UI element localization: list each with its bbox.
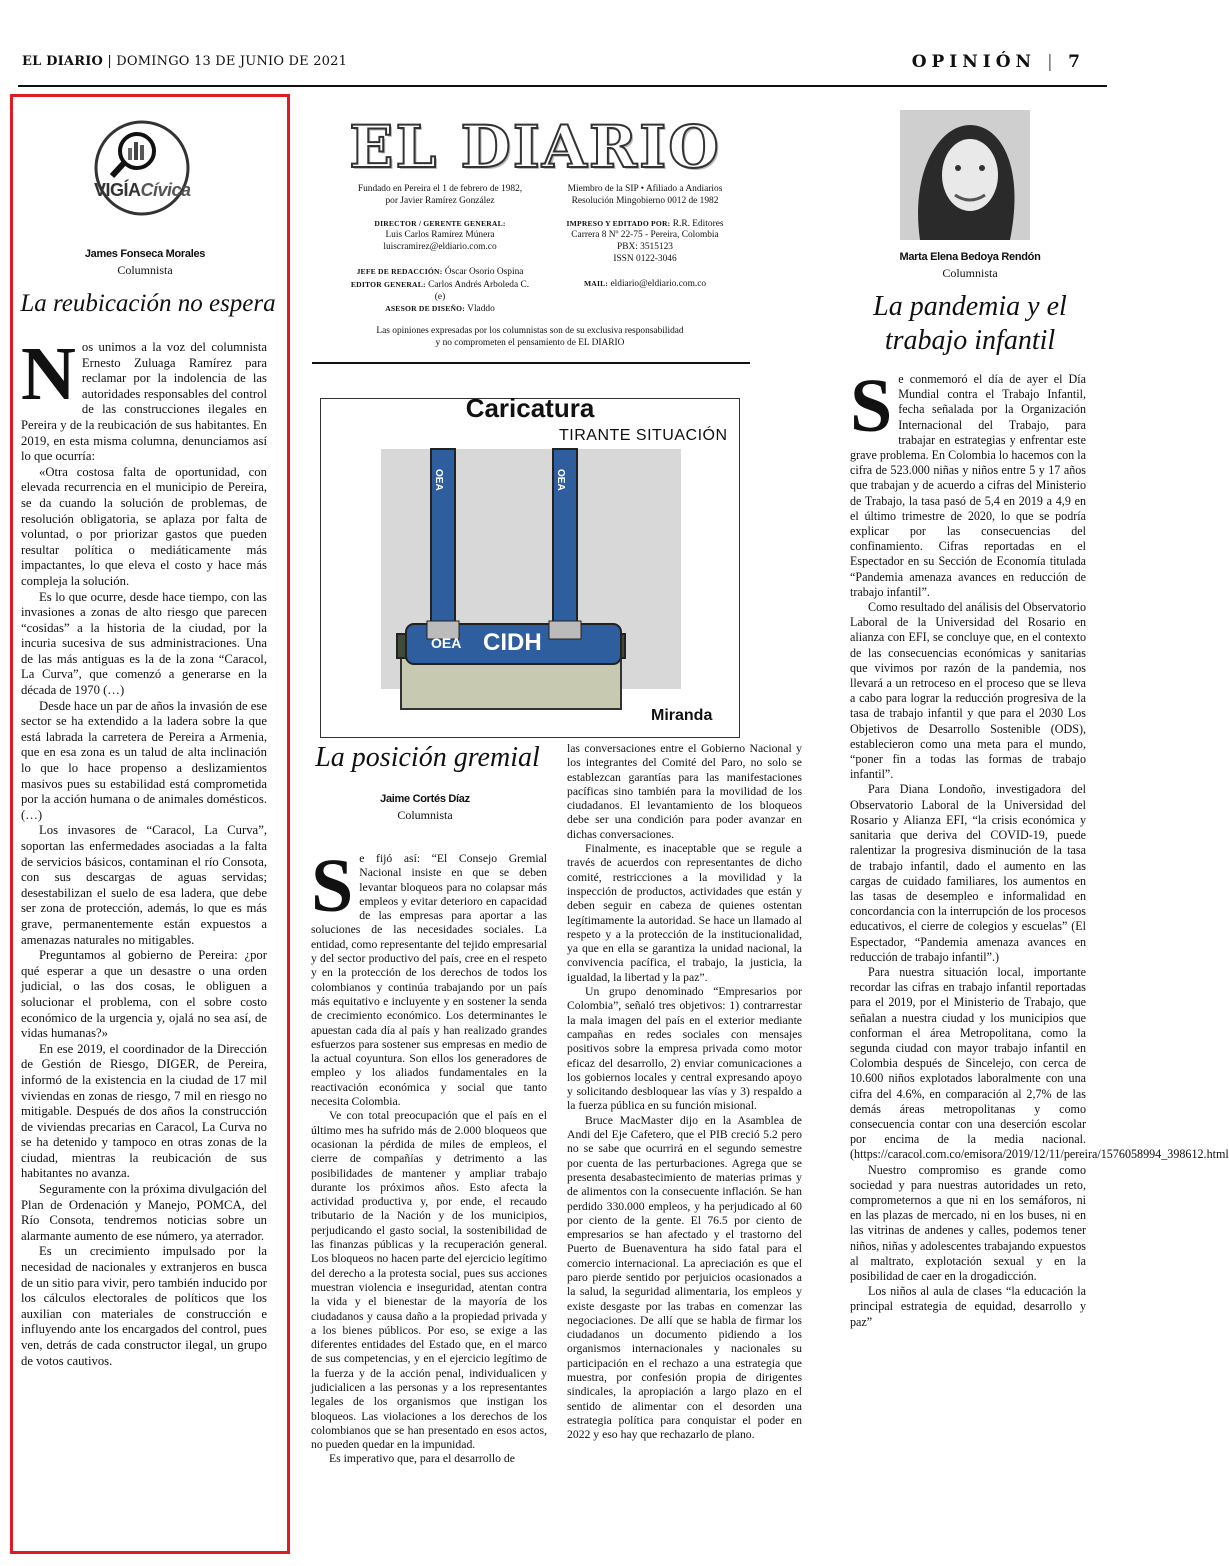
middle-paragraph: Ve con total preocupación que el país en el último mes ha sufrido más de 2.000 bloqueos que ocasionan la pérdida de miles de empleos, el cierre de compañías y detrimento a las posibilidades de mantener y ampliar trabajo durante los próximos años. Esto afecta la actividad productiva y, por ende, el recaudo tributario de la Nación y de los municipios, perjudicando el gasto social, la sostenibilidad de las finanzas públicas y la recuperación general. Los bloqueos no hacen parte del ejercicio legítimo del derecho a la protesta social, pues sus acciones muestran violencia e inseguridad, atentan contra la vida y el bienestar de la mayoría de los ciudadanos y causa daño a la propiedad privada y a los bienes públicos. Por eso, se exige a las diferentes entidades del Estado que, en el marco de sus competencias, y en el ejercicio legítimo de la fuerza y de la acción penal, individualicen y judicialicen a las personas y a los representantes legales de los organismos que instigan los bloqueos. Las violaciones a los derechos de los colombianos que se han presentado en esos actos, no pueden quedar en la impunidad. xyxy=(311,1109,547,1452)
middle-column-1 xyxy=(311,844,547,1467)
middle-paragraph: e fijó así: “El Consejo Gremial Nacional insiste en que se deben levantar bloqueos para no colapsar más empleos y evitar deterioro en capacidad de las empresas para aportar a las soluciones de las necesidades sociales. La entidad, como representante del tejido empresarial y del sector productivo del país, cree en el respeto y en la protección de los derechos de todos los colombianos y continúa trabajando por un país más equitativo e incluyente y en sostener la senda de crecimiento económico. Los determinantes le apuestan cada día al país y han realizado grandes esfuerzos para sostener sus empresas en medio de la actual coyuntura. Son ellos los generadores de empleo y los aliados fundamentales en la reactivación económica y social que tanto necesita Colombia. xyxy=(311,852,547,1109)
middle-paragraph: Finalmente, es inaceptable que se regule a través de acuerdos con representantes de dicho comité, restricciones a la movilidad y la inspección de productos, actividades que están y deben seguir en cabeza de quienes ostentan legítimamente la autoridad. Se hace un llamado al respeto y a la protección de la institucionalidad, ya que en ella se garantiza la unidad nacional, la convivencia pacífica, el trabajo, la justicia, la igualdad, la libertad y la paz”. xyxy=(567,842,802,984)
left-paragraph: Los invasores de “Caracol, La Curva”, soportan las enfermedades asociadas a la falta de servicios básicos, contaminan el río Consota, con sus descargas de aguas servidas; desestabilizan el suelo de esa ladera, que debe ser zona de protección, además, lo que es más grave, permanentemente están expuestos a amenazas naturales no mitigables. xyxy=(21,823,267,947)
middle-paragraph: las conversaciones entre el Gobierno Nacional y los integrantes del Comité del Paro, no solo se establezcan garantías para las manifestaciones pacíficas sino también para la movilidad de los ciudadanos. El levantamiento de los bloqueos debe ser una condición para poder avanzar en dichas conversaciones. xyxy=(567,742,802,841)
masthead-founded xyxy=(345,184,535,316)
strap-text: OEA xyxy=(433,469,444,491)
right-paragraph: Los niños al aula de clases “la educación la principal estrategia de equidad, desarrollo y paz” xyxy=(850,1284,1086,1329)
issue-date: DOMINGO 13 DE JUNIO DE 2021 xyxy=(116,54,348,69)
director-email: luiscramirez@eldiario.com.co xyxy=(383,242,497,253)
masthead-logo: EL DIARIO xyxy=(349,113,721,181)
printed-label: IMPRESO Y EDITADO POR: xyxy=(566,218,671,228)
cartoon-heading: Caricatura xyxy=(465,393,595,423)
director-name: Luis Carlos Ramírez Múnera xyxy=(385,230,495,241)
right-author-role: Columnista xyxy=(942,266,998,280)
director-label: DIRECTOR / GERENTE GENERAL: xyxy=(374,218,506,228)
masthead xyxy=(315,113,755,181)
left-paragraph: En ese 2019, el coordinador de la Dirección de Gestión de Riesgo, DIGER, de Pereira, informó de la existencia en la ciudad de 17 mil viviendas en zonas de riesgo, 7 mil en riesgo no mitigable. Después de dos años la construcción de viviendas precarias en Caracol, La Curva no se ha detenido y tampoco en otras zonas de la ciudad, mientras la reubicación de sus habitantes no avanza. xyxy=(21,1041,267,1181)
left-dropcap: N xyxy=(21,332,76,416)
design-name: Vladdo xyxy=(467,304,495,315)
page-header-right xyxy=(912,52,1085,72)
left-author: James Fonseca Morales xyxy=(84,248,206,260)
pbx-line: PBX: 3515123 xyxy=(617,242,673,253)
header-separator: | xyxy=(107,54,117,69)
right-paragraph: Nuestro compromiso es grande como sociedad y para nuestras autoridades un reto, comprometernos a que ni en los semáforos, ni en las plazas de mercado, ni en los buses, ni en las vitrinas de andenes y calles, podemos tener niños, niñas y adolescentes trabajando expuestos al maltrato, explotación sexual y en la posibilidad de caer en la drogadicción. xyxy=(850,1162,1086,1283)
founder-line: por Javier Ramírez González xyxy=(385,195,495,206)
left-article-title: La reubicación no espera xyxy=(20,290,276,317)
disclaimer-line: y no comprometen el pensamiento de EL DIARIO xyxy=(435,337,625,348)
vigia-civica-logo xyxy=(82,118,202,248)
resolution-line: Resolución Mingobierno 0012 de 1982 xyxy=(571,195,719,206)
paper-name: EL DIARIO xyxy=(22,54,104,69)
cartoon-illustration xyxy=(321,399,741,739)
middle-dropcap: S xyxy=(311,844,354,928)
mail-label: MAIL: xyxy=(583,278,609,288)
header-separator: | xyxy=(1047,52,1069,72)
cartoon-caption: TIRANTE SITUACIÓN xyxy=(559,427,728,444)
left-paragraph: Seguramente con la próxima divulgación del Plan de Ordenación y Manejo, POMCA, del Río Consota, tendremos noticias sobre un alarmante aumento de ese número, ya aterrador. xyxy=(21,1182,267,1243)
belt-text-cidh: CIDH xyxy=(483,629,542,656)
middle-author-role: Columnista xyxy=(397,808,453,822)
right-paragraph: Para nuestra situación local, importante recordar las cifras en trabajo infantil reportadas para el 2019, por el Ministerio de Trabajo, que señalan a nuestra ciudad y los municipios que conforman el área Metropolitana, como la segunda ciudad con mayor trabajo infantil en Colombia después de Sincelejo, con cerca de 10.600 niños explotados laboralmente con una cifra del 4.6%, en comparación al 2,7% de las demás áreas metropolitanas y como consecuencia contar con una deserción escolar por encima de la media nacional. (https://caracol.com.co/emisora/2019/12/11/pereira/1576058994_398612.html xyxy=(850,964,1229,1162)
middle-column-2 xyxy=(567,742,802,1443)
founded-line: Fundado en Pereira el 1 de febrero de 1982, xyxy=(357,184,523,194)
member-line: Miembro de la SIP • Afiliado a Andiarios xyxy=(567,184,723,194)
author-photo xyxy=(900,110,1030,240)
address-line: Carrera 8 Nº 22-75 - Pereira, Colombia xyxy=(571,230,719,241)
left-article-body xyxy=(21,332,267,1369)
left-author-role: Columnista xyxy=(117,263,173,277)
editor-name: Carlos Andrés Arboleda C. (e) xyxy=(428,279,530,302)
printed-value: R.R. Editores xyxy=(672,218,724,229)
right-paragraph: Como resultado del análisis del Observatorio Laboral de la Universidad del Rosario en alianza con EFI, se concluye que, en el contexto de las consecuencias económicas y sanitarias que vivimos por razón de la pandemia, nos llevará a un retroceso en el proceso que se lleva a cabo para lograr la reducción progresiva de la tasa de trabajo infantil y que para el 2030 Los Objetivos de Desarrollo Sostenible (ODS), establecieron como una meta para el mundo, “poner fin a todas las formas de trabajo infantil”. xyxy=(850,600,1086,782)
right-paragraph: Para Diana Londoño, investigadora del Observatorio Laboral de la Universidad del Rosario y Alianza EFI, “la crisis económica y sanitaria que deriva del COVID-19, puede ralentizar la progresiva disminución de la tasa de trabajo infantil, dado el aumento en las cargas de cuidado familiares, los aumentos en las tasas de desempleo e informalidad en concordancia con la interrupción de los procesos educativos, el cierre de colegios y escuelas” (El Espectador, “Pandemia amenaza avances en reducción de trabajo infantil”.) xyxy=(850,782,1086,964)
left-paragraph: Desde hace un par de años la invasión de ese sector se ha extendido a la ladera sobre la que está labrada la carretera de Pereira a Armenia, que en esa zona es un talud de alta inclinación lo que lo hace propenso a deslizamientos masivos pues su estabilidad está comprometida por la acción humana o de animales domésticos. (…) xyxy=(21,698,267,822)
section-name: OPINIÓN xyxy=(911,52,1037,72)
right-article-title: La pandemia y el trabajo infantil xyxy=(873,291,1067,356)
cartoon-frame xyxy=(320,393,740,738)
editor-label: EDITOR GENERAL: xyxy=(350,279,426,289)
masthead-rule xyxy=(312,362,750,364)
chief-name: Óscar Osorio Ospina xyxy=(444,266,524,277)
issn-line: ISSN 0122-3046 xyxy=(613,253,677,264)
portrait-icon xyxy=(900,110,1030,240)
middle-paragraph: Bruce MacMaster dijo en la Asamblea de Andi del Eje Cafetero, que el PIB creció 5.2 pero no se sabe que ocurrirá en el segundo semestre por cuenta de las perturbaciones. Agrega que se presenta desabastecimiento de materias primas y de alimentos con la consecuente inflación. Se han perdido 330.000 empleos, y ha perjudicado al 60 por ciento de la gente. El 76.5 por ciento de empresarios se han afectado y el trastorno del Puerto de Buenaventura ha sido fatal para el comercio internacional. La apreciación es que el paro pierde sentido por perjuicios ocasionados a la salud, la seguridad alimentaria, los empleos y existe desgaste por las trabas en comenzar las negociaciones. De allí que se habla de firmar los ciudadanos un documento pidiendo a los organismos internacionales y nacionales su participación en el rechazo a una estrategia que muestra, por confesión propia de dirigentes sindicales, la apropiación a largo plazo en el sentido de alimentar con el desorden una estrategia política para conquistar el poder en 2022 y eso hay que rechazarlo de plano. xyxy=(567,1113,802,1442)
left-paragraph: «Otra costosa falta de oportunidad, con elevada recurrencia en el municipio de Pereira, se da cuando la solución de problemas, de resolución obligatoria, se aplaza por falta de voluntad, o por priorizar gastos que pueden resultar política o mediáticamente más impactantes, lo que eleva el costo y hace más compleja la solución. xyxy=(21,464,267,588)
chief-label: JEFE DE REDACCIÓN: xyxy=(356,266,443,276)
middle-paragraph: Un grupo denominado “Empresarios por Colombia”, señaló tres objetivos: 1) contrarrestar la mala imagen del país en el exterior mediante campañas en redes sociales con mensajes positivos sobre la empresa privada como motor eficaz del desarrollo, 2) enviar comunicaciones a los gobiernos locales y central expresando apoyo y solicitando desbloquear las vías y 3) respaldo a la fuerza pública en su función misional. xyxy=(567,985,802,1113)
middle-article-title: La posición gremial xyxy=(315,742,540,773)
masthead-member xyxy=(545,184,745,291)
cartoon-signature: Miranda xyxy=(651,707,713,724)
right-dropcap: S xyxy=(850,364,893,448)
design-label: ASESOR DE DISEÑO: xyxy=(385,304,465,314)
belt-text-oea: OEA xyxy=(431,635,462,651)
magnifier-icon xyxy=(82,118,202,218)
right-article-body xyxy=(850,364,1229,1330)
header-rule xyxy=(18,85,1107,87)
mail-address: eldiario@eldiario.com.co xyxy=(610,278,707,289)
left-paragraph: Es un crecimiento impulsado por la necesidad de nacionales y extranjeros en busca de un sitio para vivir, pero también inducido por los cálculos electorales de políticos que los auxilian con materiales de construcción e influyendo ante los encargados del control, pues ven, detrás de cada constructor ilegal, un grupo de votos cautivos. xyxy=(21,1244,267,1368)
left-paragraph: os unimos a la voz del columnista Ernesto Zuluaga Ramírez para reclamar por la indolencia de las autoridades responsables del control de las construcciones ilegales en Pereira y de la reubicación de sus habitantes. En 2019, en esta misma columna, denunciamos así lo que ocurría: xyxy=(21,340,267,464)
page-header-left xyxy=(22,54,347,69)
strap-text: OEA xyxy=(555,469,566,491)
page-number: 7 xyxy=(1068,52,1085,72)
middle-author: Jaime Cortés Díaz xyxy=(380,793,470,805)
masthead-disclaimer xyxy=(320,326,740,350)
right-author: Marta Elena Bedoya Rendón xyxy=(899,251,1041,263)
middle-paragraph: Es imperativo que, para el desarrollo de xyxy=(329,1452,515,1466)
right-paragraph: e conmemoró el día de ayer el Día Mundial contra el Trabajo Infantil, fecha señalada por la Organización Internacional del Trabajo, para trabajar en estrategias y enfrentar este grave problema. En Colombia lo hacemos con la cifra de 523.000 niñas y niños entre 5 y 17 años que trabajan y de acuerdo a cifras del Ministerio de Trabajo, la tasa pasó de 5,4 en 2019 a 4,9 en el último trimestre de 2020, lo que se podría explicar por las consecuencias del confinamiento. Cifras reportadas en el Espectador en su Sección de Economía titulada “Pandemia amenaza avances en reducción de trabajo infantil”. xyxy=(850,372,1086,599)
logo-word-2: Cívica xyxy=(140,180,191,200)
logo-word-1: VIGÍA xyxy=(94,180,141,200)
left-paragraph: Es lo que ocurre, desde hace tiempo, con las invasiones a zonas de alto riesgo que parecen “cosidas” a la historia de la ciudad, por la incuria sucesiva de sus administraciones. Una de las más antiguas es la de la zona “Caracol, La Curva”, que comenzó a generarse en la década de 1970 (…) xyxy=(21,589,267,698)
disclaimer-line: Las opiniones expresadas por los columnistas son de su exclusiva responsabilidad xyxy=(376,326,684,336)
left-paragraph: Preguntamos al gobierno de Pereira: ¿por qué esperar a que un desastre o una orden judicial, o las dos cosas, le obliguen a solucionar el problema, con el sobre costo económico de la urgencia y, ojalá no sea así, de vidas humanas?» xyxy=(21,948,267,1041)
